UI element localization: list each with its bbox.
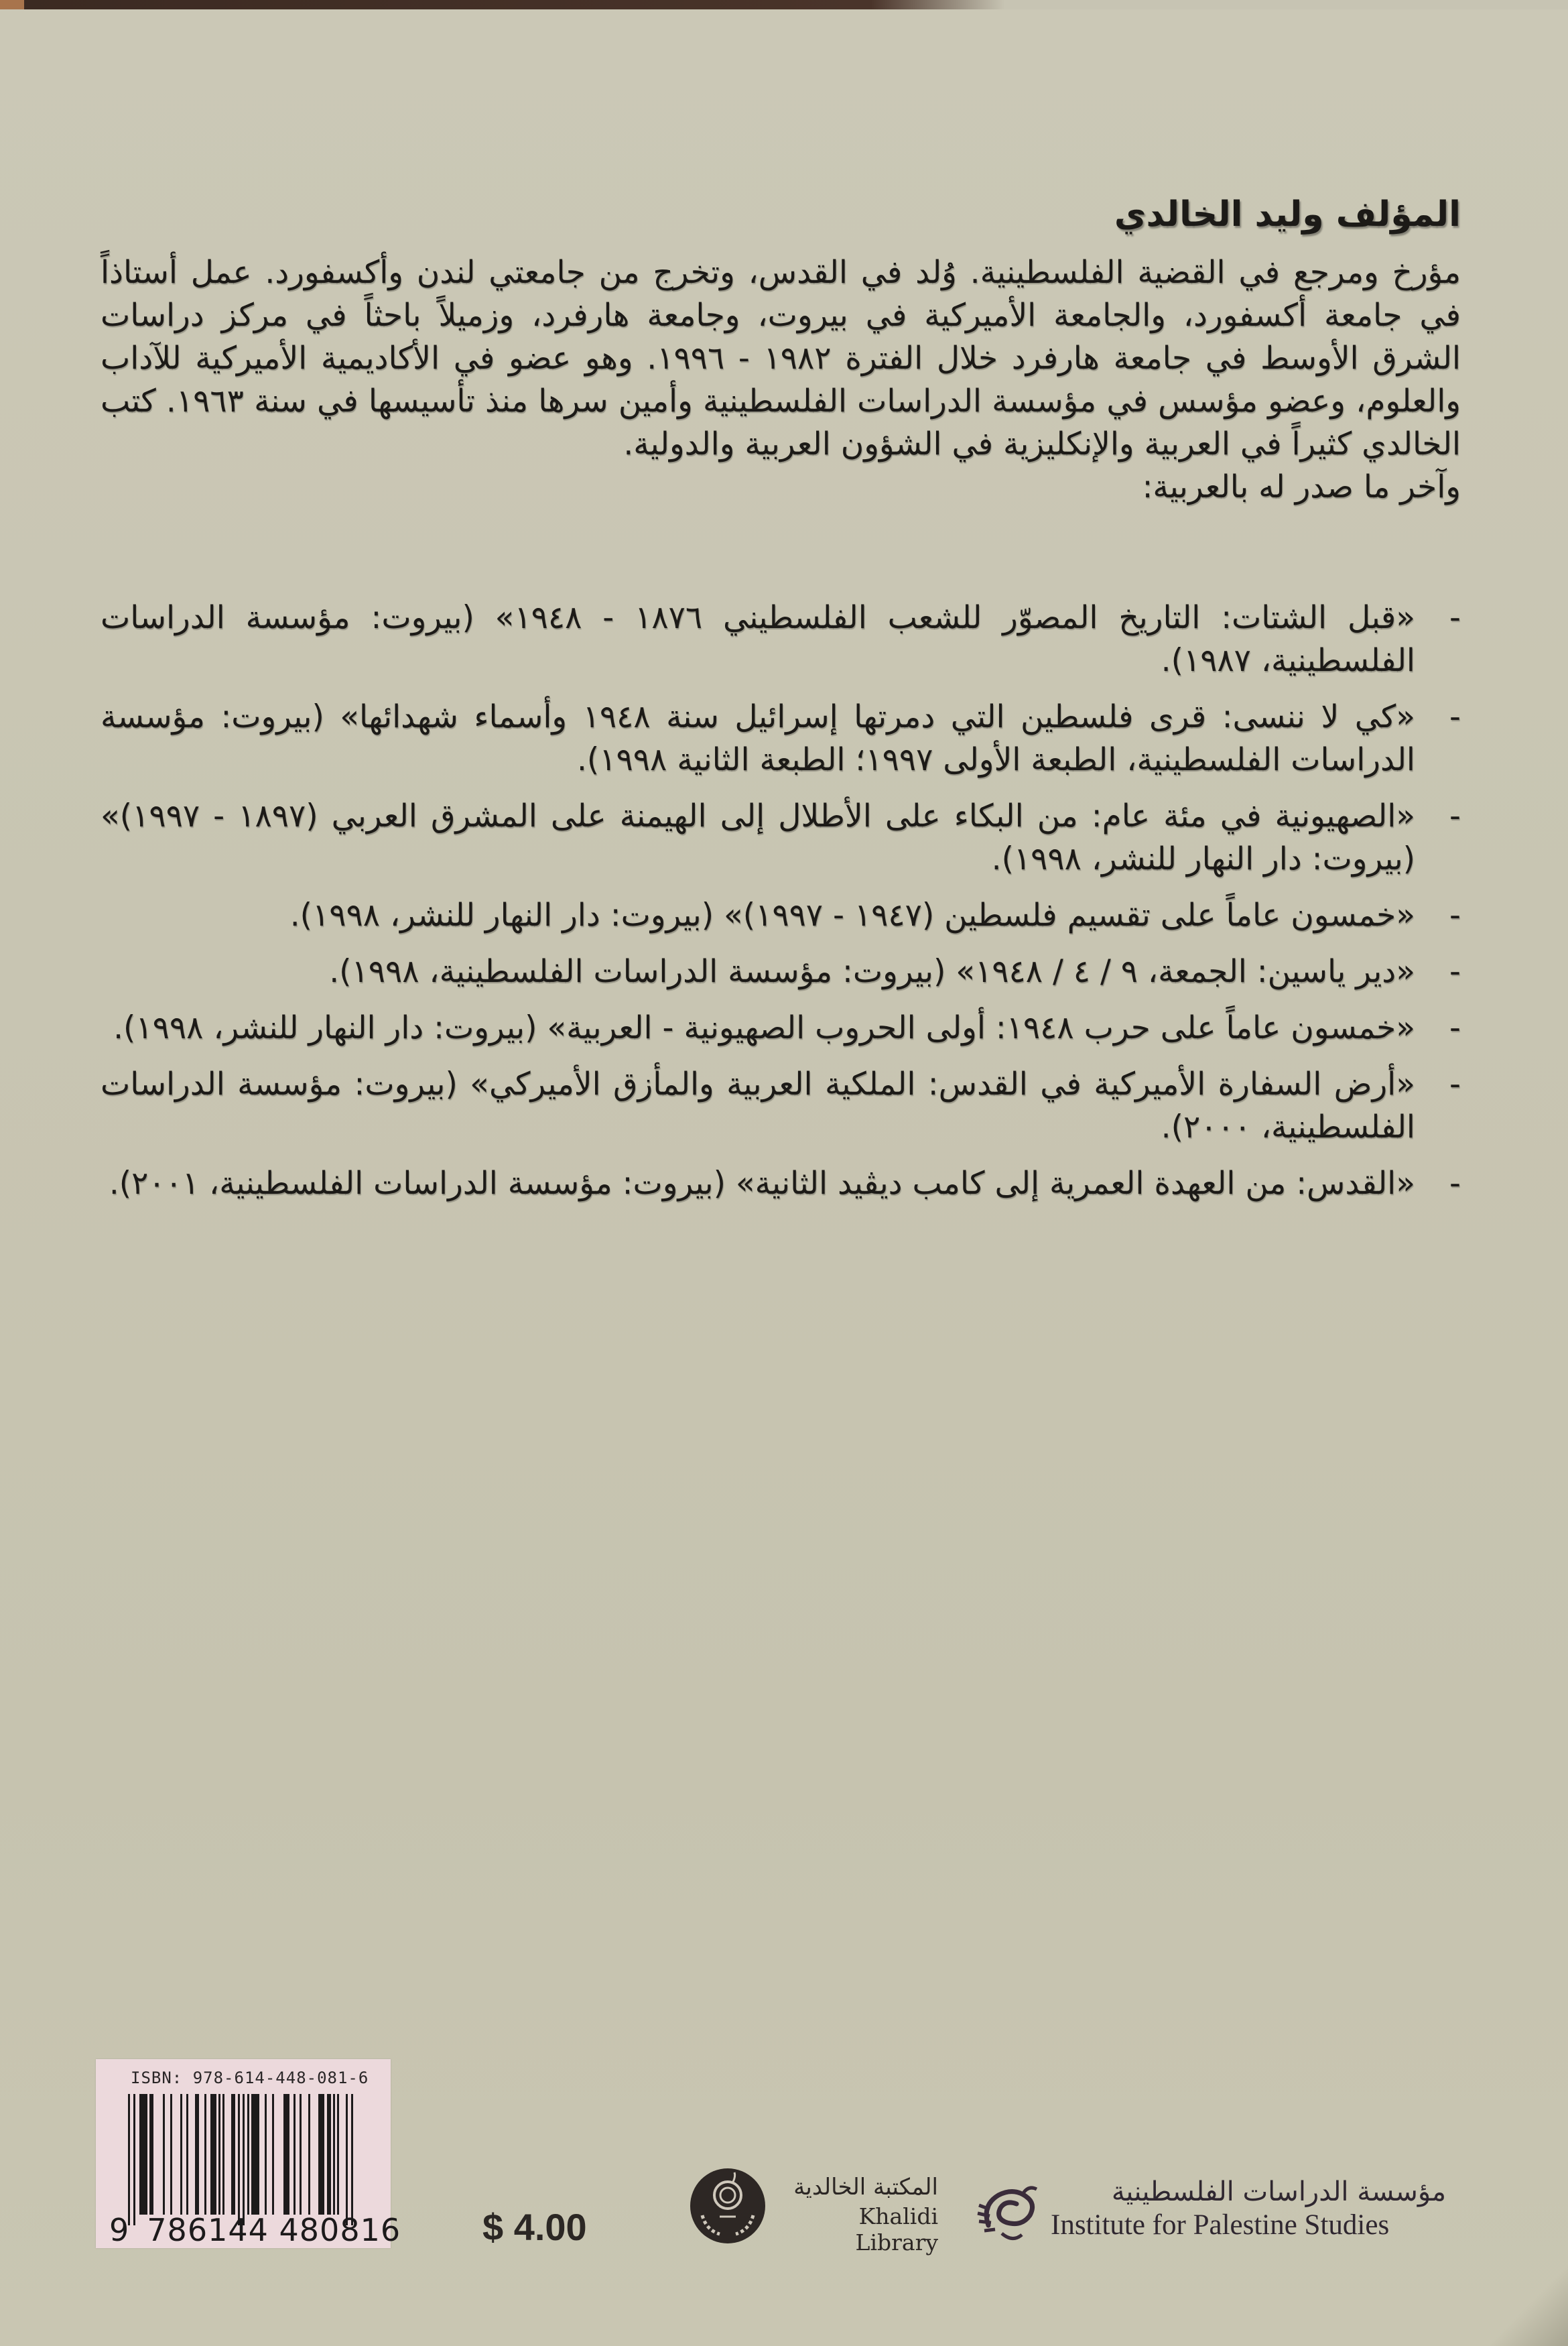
work-citation: «أرض السفارة الأميركية في القدس: الملكية العربية والمأزق الأميركي» (بيروت: مؤسسة الدراسات الفلسطينية، ٢٠٠٠). bbox=[101, 1066, 1415, 1146]
work-citation: «كي لا ننسى: قرى فلسطين التي دمرتها إسرائيل سنة ١٩٤٨ وأسماء شهدائها» (بيروت: مؤسسة الدراسات الفلسطينية، الطبعة الأولى ١٩٩٧؛ الطبعة الثانية ١٩٩٨). bbox=[101, 698, 1415, 778]
list-dash: - bbox=[1449, 1165, 1461, 1202]
khalidi-library-logo bbox=[777, 2174, 938, 2256]
barcode-digit-group-2: 480816 bbox=[279, 2212, 401, 2248]
list-dash: - bbox=[1449, 1009, 1461, 1046]
list-dash: - bbox=[1449, 798, 1461, 835]
list-dash: - bbox=[1449, 599, 1461, 636]
list-item bbox=[101, 1162, 1461, 1205]
list-dash: - bbox=[1449, 953, 1461, 990]
works-list bbox=[101, 597, 1461, 1219]
list-item bbox=[101, 894, 1461, 937]
list-dash: - bbox=[1449, 897, 1461, 934]
isbn-barcode bbox=[96, 2059, 401, 2248]
work-citation: «دير ياسين: الجمعة، ٩ / ٤ / ١٩٤٨» (بيروت: مؤسسة الدراسات الفلسطينية، ١٩٩٨). bbox=[329, 953, 1415, 990]
barcode-digit-group-1: 786144 bbox=[147, 2212, 269, 2248]
work-citation: «خمسون عاماً على حرب ١٩٤٨: أولى الحروب الصهيونية - العربية» (بيروت: دار النهار للنشر، ١٩٩٨). bbox=[113, 1009, 1415, 1046]
author-bio-text: مؤرخ ومرجع في القضية الفلسطينية. وُلد في القدس، وتخرج من جامعتي لندن وأكسفورد. عمل أستاذاً في جامعة أكسفورد، والجامعة الأميركية في بيروت، وجامعة هارفرد، وزميلاً باحثاً في مركز دراسات الشرق الأوسط في جامعة هارفرد خلال الفترة ١٩٨٢ - ١٩٩٦. وهو عضو في الأكاديمية الأميركية للآداب والعلوم، وعضو مؤسس في مؤسسة الدراسات الفلسطينية وأمين سرها منذ تأسيسها في سنة ١٩٦٣. كتب الخالدي كثيراً في العربية والإنكليزية في الشؤون العربية والدولية. bbox=[101, 254, 1461, 462]
ips-name-ar: مؤسسة الدراسات الفلسطينية bbox=[1111, 2176, 1446, 2207]
work-citation: «خمسون عاماً على تقسيم فلسطين (١٩٤٧ - ١٩٩٧)» (بيروت: دار النهار للنشر، ١٩٩٨). bbox=[289, 897, 1415, 934]
author-bio bbox=[101, 251, 1461, 509]
works-intro: وآخر ما صدر له بالعربية: bbox=[1142, 469, 1461, 505]
barcode-digits bbox=[109, 2212, 401, 2248]
list-dash: - bbox=[1449, 1066, 1461, 1103]
list-item bbox=[101, 597, 1461, 682]
work-citation: «قبل الشتات: التاريخ المصوّر للشعب الفلسطيني ١٨٧٦ - ١٩٤٨» (بيروت: مؤسسة الدراسات الفلسطينية، ١٩٨٧). bbox=[101, 599, 1415, 679]
author-heading: المؤلف وليد الخالدي bbox=[1114, 194, 1461, 235]
list-item bbox=[101, 696, 1461, 782]
ips-logo bbox=[1051, 2176, 1446, 2241]
price-label: $ 4.00 bbox=[482, 2206, 587, 2248]
list-dash: - bbox=[1449, 698, 1461, 735]
khalidi-library-name-en: Khalidi Library bbox=[855, 2203, 938, 2256]
list-item bbox=[101, 795, 1461, 881]
barcode-digit-lead: 9 bbox=[109, 2212, 130, 2248]
ips-horse-icon bbox=[975, 2178, 1042, 2245]
khalidi-library-emblem-icon bbox=[690, 2168, 765, 2243]
cover-corner-shadow bbox=[1488, 2266, 1568, 2346]
isbn-label: ISBN: 978-614-448-081-6 bbox=[131, 2069, 369, 2087]
list-item bbox=[101, 950, 1461, 993]
barcode-bars-icon bbox=[128, 2094, 383, 2221]
work-citation: «القدس: من العهدة العمرية إلى كامب ديڤيد الثانية» (بيروت: مؤسسة الدراسات الفلسطينية، ٢٠٠١). bbox=[109, 1165, 1415, 1202]
list-item bbox=[101, 1007, 1461, 1050]
ips-name-en: Institute for Palestine Studies bbox=[1051, 2209, 1390, 2241]
emblem-svg bbox=[690, 2168, 765, 2243]
khalidi-library-name-ar: المكتبة الخالدية bbox=[793, 2174, 938, 2201]
work-citation: «الصهيونية في مئة عام: من البكاء على الأطلال إلى الهيمنة على المشرق العربي (١٨٩٧ - ١٩٩٧)» (بيروت: دار النهار للنشر، ١٩٩٨). bbox=[101, 798, 1416, 877]
list-item bbox=[101, 1063, 1461, 1149]
